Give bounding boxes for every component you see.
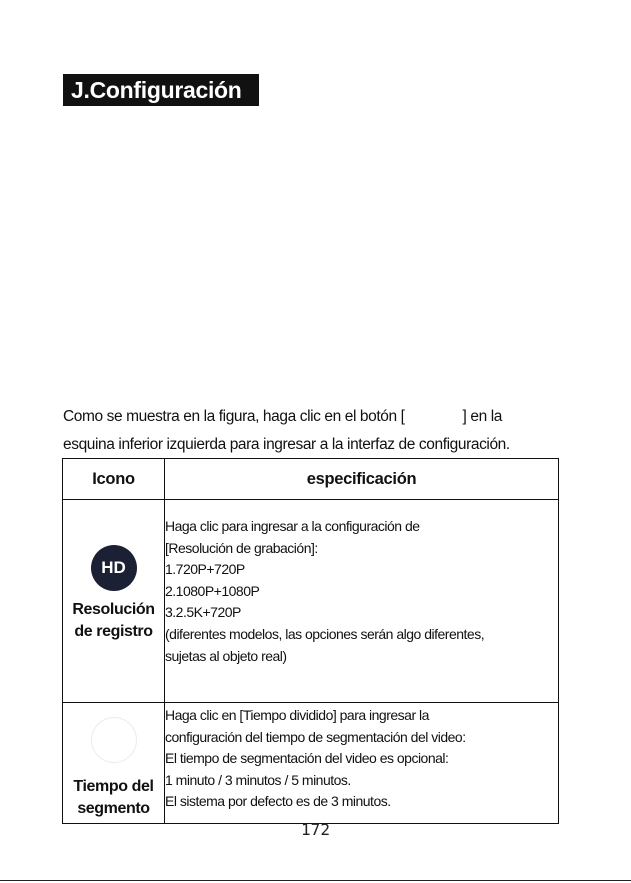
icon-label: Tiempo del segmento (73, 778, 154, 817)
hd-icon: HD (91, 545, 137, 591)
description-cell: Haga clic para ingresar a la configuración de [Resolución de grabación]: 1.720P+720P 2.1080P+1080P 3.2.5K+720P (diferentes modelos, las opciones serán algo diferentes, sujetas al objeto real) (165, 500, 559, 703)
icon-cell (63, 500, 165, 703)
icon-label: Resolución de registro (72, 601, 155, 640)
settings-spec-table (62, 458, 559, 824)
description-cell: Haga clic en [Tiempo dividido] para ingresar la configuración del tiempo de segmentación del video: El tiempo de segmentación del video es opcional: 1 minuto / 3 minutos / 5 minutos. El sistema por defecto es de 3 minutos. (165, 703, 559, 824)
page-number: 172 (301, 820, 330, 839)
segment-time-icon (91, 717, 137, 763)
header-specification: especificación (165, 459, 559, 500)
icon-cell (63, 703, 165, 824)
intro-text-before-button: Como se muestra en la figura, haga clic en el botón [ (63, 408, 405, 425)
intro-text-line2: esquina inferior izquierda para ingresar a la interfaz de configuración. (63, 436, 510, 453)
section-heading: J.Configuración (63, 74, 259, 106)
table-row-resolution (63, 500, 559, 703)
intro-text-after-button: ] en la (462, 408, 502, 425)
header-icon: Icono (63, 459, 165, 500)
page-bottom-rule (0, 880, 631, 881)
table-row-segment-time (63, 703, 559, 824)
table-header-row (63, 459, 559, 500)
intro-paragraph (63, 403, 563, 459)
